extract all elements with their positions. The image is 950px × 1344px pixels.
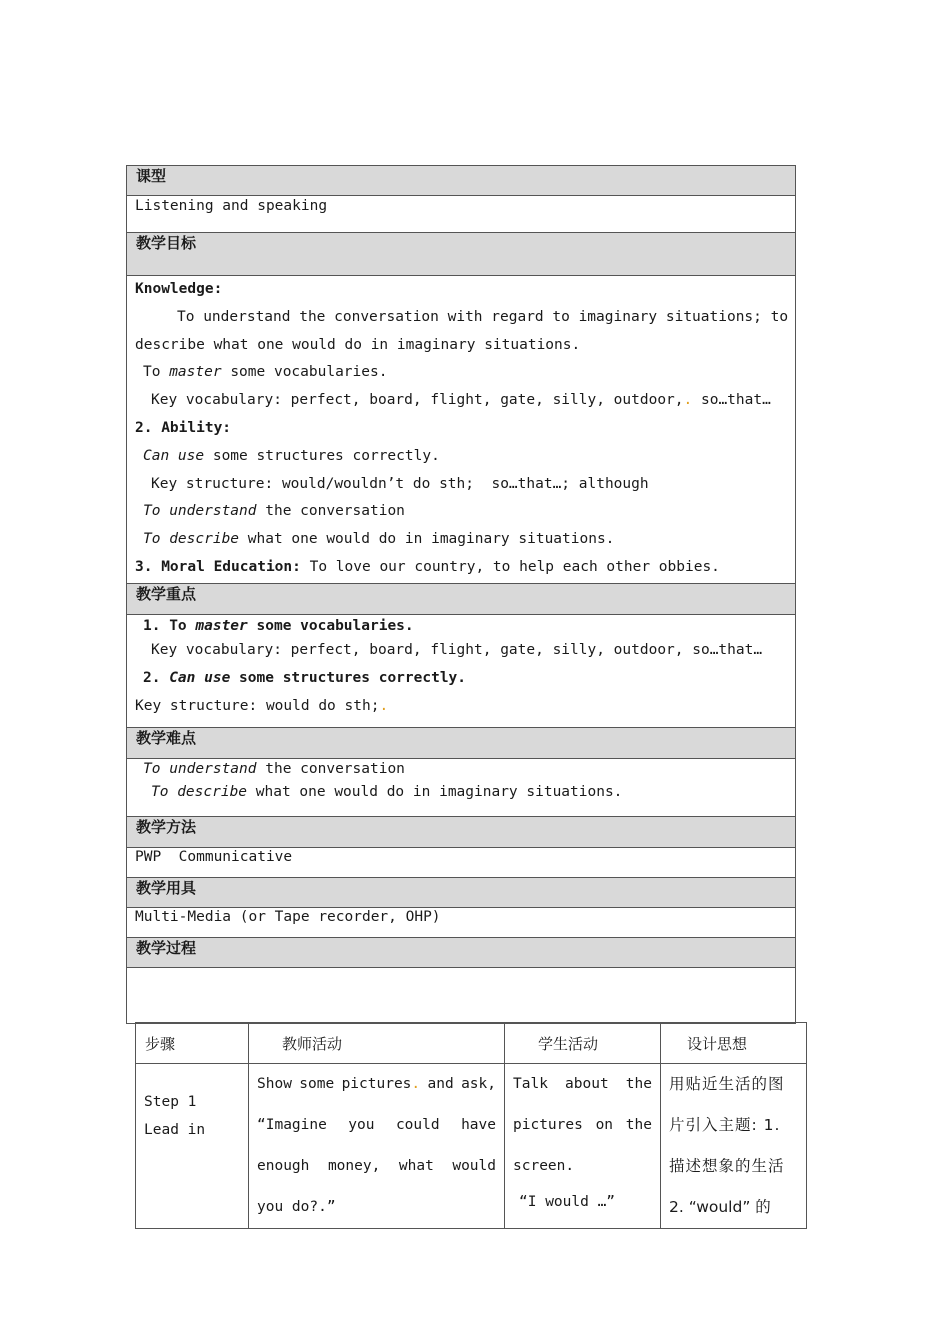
teacher-w12: what (398, 1158, 434, 1174)
key-structure-line: Key structure: would/wouldn’t do sth; so…that…; although (151, 475, 649, 492)
can-use-line (135, 443, 787, 471)
teacher-w13: would (452, 1158, 496, 1174)
design-line-1: 用贴近生活的图 (669, 1075, 785, 1093)
methods-title: 教学方法 (136, 818, 197, 836)
knowledge-line-1-text: To understand the conversation with regard to imaginary situations; to (177, 308, 789, 325)
teacher-w1: Show (257, 1076, 292, 1092)
key-vocab-tail: so…that… (692, 392, 771, 409)
knowledge-line-2: describe what one would do in imaginary situations. (135, 336, 581, 353)
describe-line (135, 526, 787, 554)
key-point-1-pre: 1. To (143, 618, 196, 634)
understand-line (135, 498, 787, 526)
methods-content (127, 848, 795, 878)
teacher-w7: you (348, 1117, 375, 1133)
understand-italic: To understand (143, 503, 257, 520)
key-point-2-post: some structures correctly. (230, 669, 467, 686)
key-point-vocab: Key vocabulary: perfect, board, flight, gate, silly, outdoor, so…that… (151, 642, 763, 658)
header-teacher: 教师活动 (249, 1023, 505, 1064)
teacher-w5: ask, (461, 1076, 496, 1092)
difficulties-title: 教学难点 (136, 729, 197, 747)
key-point-2-pre: 2. (143, 669, 170, 686)
teacher-line-2 (257, 1105, 496, 1146)
tools-content (127, 908, 795, 938)
key-point-2 (135, 665, 787, 693)
key-point-structure (135, 693, 787, 721)
difficulty-1 (135, 759, 787, 779)
tools-title: 教学用具 (136, 879, 197, 897)
teacher-w4: and (427, 1076, 454, 1092)
design-line-3: 描述想象的生活 (669, 1157, 785, 1175)
teacher-w9: have (461, 1117, 496, 1133)
student-w2: about (565, 1076, 609, 1092)
objectives-content (127, 276, 795, 584)
process-header (127, 938, 795, 968)
moral-line (135, 554, 787, 582)
key-vocab-text: Key vocabulary: perfect, board, flight, gate, silly, outdoor, (151, 392, 684, 409)
design-cell (661, 1064, 807, 1229)
teacher-w3-wrap (342, 1064, 421, 1105)
header-student: 学生活动 (505, 1023, 661, 1064)
lesson-type-content (127, 196, 795, 233)
difficulty-1-post: the conversation (256, 761, 405, 777)
teacher-w6: “Imagine (257, 1117, 327, 1133)
methods-text: PWP Communicative (135, 849, 293, 865)
master-post: some vocabularies. (221, 364, 388, 381)
difficulties-content (127, 759, 795, 817)
can-use-italic: Can use (143, 447, 205, 464)
key-point-1 (135, 615, 787, 637)
header-step: 步骤 (136, 1023, 249, 1064)
design-line-2: 片引入主题: 1. (669, 1116, 781, 1134)
teacher-w10: enough (257, 1158, 310, 1174)
student-w3: the (625, 1076, 652, 1092)
knowledge-label: Knowledge: (135, 281, 223, 297)
mark-dot: . (683, 392, 693, 409)
header-design: 设计思想 (661, 1023, 807, 1064)
student-line-2 (513, 1105, 652, 1146)
moral-label: 3. Moral Education: (135, 558, 301, 575)
difficulty-1-italic: To understand (143, 761, 257, 777)
lesson-type-text: Listening and speaking (135, 198, 328, 214)
mark-dot: . (379, 697, 389, 714)
key-points-header (127, 584, 795, 615)
tools-text: Multi-Media (or Tape recorder, OHP) (135, 909, 441, 925)
process-empty-area (127, 968, 795, 1023)
master-line (135, 359, 787, 387)
student-w4: pictures (513, 1117, 583, 1133)
can-use-post: some structures correctly. (204, 447, 440, 464)
teacher-line-4: you do?.” (257, 1199, 336, 1215)
step-cell (136, 1064, 249, 1229)
design-line-4: 2. “would” 的 (669, 1198, 771, 1216)
teacher-w11: money, (327, 1158, 381, 1174)
key-point-2-italic: Can use (169, 669, 231, 686)
describe-italic: To describe (143, 531, 240, 548)
moral-text: To love our country, to help each other obbies. (300, 558, 720, 575)
step-line-2: Lead in (144, 1122, 206, 1138)
teacher-w8: could (395, 1117, 440, 1133)
process-title: 教学过程 (136, 939, 197, 957)
difficulty-2-italic: To describe (151, 784, 248, 800)
student-cell (505, 1064, 661, 1229)
process-table (135, 1022, 807, 1229)
student-line-3: screen. (513, 1158, 575, 1174)
step-line-1: Step 1 (144, 1094, 197, 1110)
student-line-4: “I would …” (519, 1194, 616, 1210)
tools-header (127, 878, 795, 908)
methods-header (127, 817, 795, 848)
student-line-1 (513, 1064, 652, 1105)
lesson-type-header (127, 166, 795, 196)
teacher-line-3 (257, 1146, 496, 1187)
ability-label: 2. Ability: (135, 419, 232, 436)
key-points-content (127, 615, 795, 728)
difficulties-header (127, 728, 795, 759)
key-point-1-post: some vocabularies. (247, 618, 414, 634)
master-pre: To (143, 364, 170, 381)
lesson-type-title: 课型 (136, 167, 167, 185)
describe-post: what one would do in imaginary situations. (239, 531, 615, 548)
objectives-title: 教学目标 (136, 234, 197, 252)
key-vocab-line (135, 387, 787, 415)
student-w1: Talk (513, 1076, 548, 1092)
teacher-w3: pictures (341, 1076, 412, 1092)
understand-post: the conversation (256, 503, 405, 520)
key-point-1-italic: master (195, 618, 248, 634)
process-table-header-row (136, 1023, 807, 1064)
key-point-structure-text: Key structure: would do sth; (135, 697, 380, 714)
difficulty-2 (135, 779, 787, 807)
difficulty-2-post: what one would do in imaginary situations. (247, 784, 623, 800)
teacher-line-1 (257, 1064, 496, 1105)
student-w6: the (625, 1117, 652, 1133)
key-points-title: 教学重点 (136, 585, 197, 603)
knowledge-line-1 (135, 304, 787, 332)
master-word: master (169, 364, 222, 381)
objectives-header (127, 233, 795, 276)
mark-dot: . (411, 1076, 421, 1092)
teacher-w2: some (299, 1076, 335, 1092)
process-table-row (136, 1064, 807, 1229)
lesson-plan-table (126, 165, 796, 1024)
student-w5: on (595, 1117, 614, 1133)
teacher-cell (249, 1064, 505, 1229)
